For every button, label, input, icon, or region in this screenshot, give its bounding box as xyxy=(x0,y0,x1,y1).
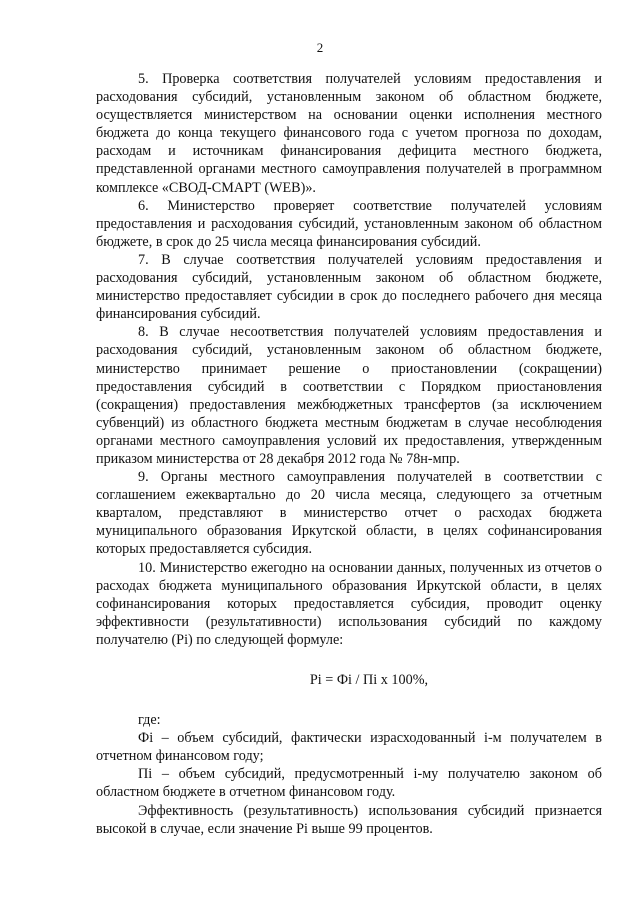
efficiency-formula: Pi = Фi / Пi x 100%, xyxy=(309,672,429,688)
paragraph-9: 9. Органы местного самоуправления получателей в соответствии с соглашением ежеквартально до 20 числа месяца, следующего за отчетным кварталом, представляют в министерство отчет о расходах бюджета муниципального образования Иркутской области, в целях софинансирования которых предоставляется субсидия. xyxy=(96,469,602,558)
paragraph-6: 6. Министерство проверяет соответствие получателей условиям предоставления и расходования субсидий, установленным законом об областном бюджете, в срок до 25 числа месяца финансирования субсидий. xyxy=(96,197,602,250)
page-number: 2 xyxy=(316,40,324,55)
conclusion-paragraph: Эффективность (результативность) использования субсидий признается высокой в случае, если значение Pi выше 99 процентов. xyxy=(96,802,602,837)
paragraph-7: 7. В случае соответствия получателей условиям предоставления и расходования субсидий, установленным законом об областном бюджете, министерство предоставляет субсидии в срок до последнего рабочего дня месяца финансирования субсидий. xyxy=(96,251,602,323)
document-body xyxy=(96,70,602,838)
formula-where-label: где: xyxy=(138,712,161,729)
definition-fi: Фi – объем субсидий, фактически израсходованный i-м получателем в отчетном финансовом году; xyxy=(96,730,602,765)
paragraph-8: 8. В случае несоответствия получателей условиям предоставления и расходования субсидий, установленным законом об областном бюджете, министерство принимает решение о приостановлении (сокращении) предоставления субсидий в соответствии с Порядком приостановления (сокращения) предоставления межбюджетных трансфертов (за исключением субвенций) из областного бюджета местным бюджетам в случае несоблюдения органами местного самоуправления условий их предоставления, утвержденным приказом министерства от 28 декабря 2012 года № 78н-мпр. xyxy=(96,324,602,467)
paragraph-5: 5. Проверка соответствия получателей условиям предоставления и расходования субсидий, установленным законом об областном бюджете, осуществляется министерством на основании оценки исполнения местного бюджета до конца текущего финансового года с учетом прогноза по доходам, расходам и источникам финансирования дефицита местного бюджета, представленной органами местного самоуправления получателей в программном комплексе «СВОД-СМАРТ (WEB)». xyxy=(96,71,602,196)
paragraph-10: 10. Министерство ежегодно на основании данных, полученных из отчетов о расходах бюджета муниципального образования Иркутской области, в целях софинансирования которых предоставляется субсидия, проводит оценку эффективности (результативности) использования субсидий по каждому получателю (Pi) по следующей формуле: xyxy=(96,559,602,648)
definition-pi: Пi – объем субсидий, предусмотренный i-му получателю законом об областном бюджете в отчетном финансовом году. xyxy=(96,766,602,801)
